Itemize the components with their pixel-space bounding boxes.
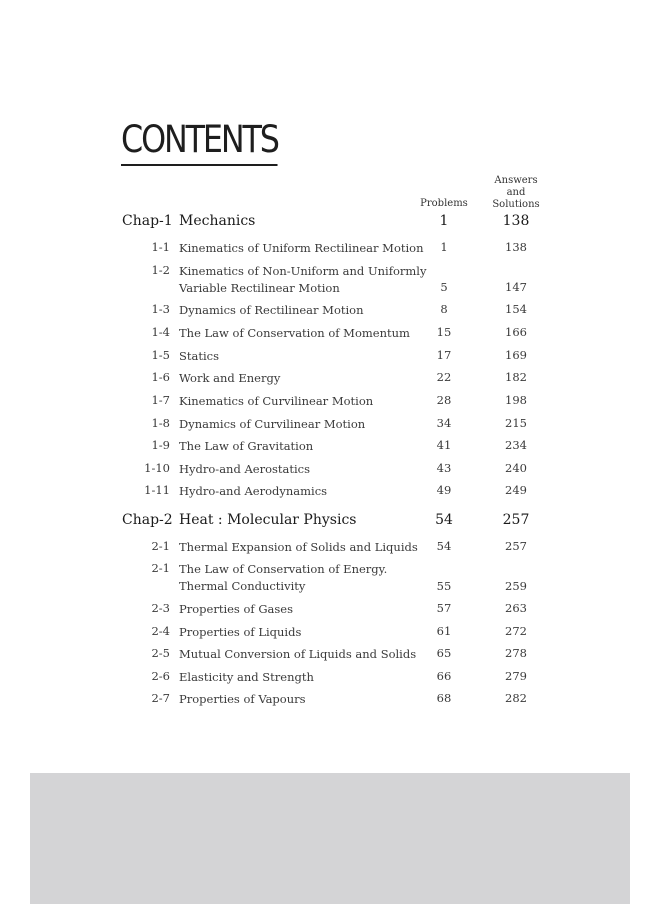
answers-page: 272 <box>505 624 527 638</box>
section-number: 1-4 <box>151 325 170 339</box>
answers-page: 169 <box>505 348 527 362</box>
answers-page: 147 <box>505 280 527 294</box>
section-title: Kinematics of Uniform Rectilinear Motion <box>179 241 424 255</box>
section-title: Dynamics of Rectilinear Motion <box>179 303 364 317</box>
section-number: 2-7 <box>151 691 170 705</box>
answers-page: 282 <box>505 691 527 705</box>
section-title: Properties of Gases <box>179 602 293 616</box>
chapter-title: Heat : Molecular Physics <box>179 512 357 528</box>
section-number: 1-3 <box>151 302 170 316</box>
answers-page: 240 <box>505 461 527 475</box>
section-title: Work and Energy <box>179 371 281 385</box>
answers-header-line: Answers <box>494 175 538 186</box>
section-title: Statics <box>179 349 219 363</box>
chapter-problems-page: 54 <box>435 512 453 528</box>
answers-page: 198 <box>505 393 527 407</box>
section-number: 1-6 <box>151 370 170 384</box>
answers-page: 249 <box>505 483 527 497</box>
answers-page: 182 <box>505 370 527 384</box>
section-number: 2-3 <box>151 601 170 615</box>
problems-page: 43 <box>436 461 452 475</box>
section-title: Thermal Expansion of Solids and Liquids <box>179 540 418 554</box>
section-title: Hydro-and Aerodynamics <box>179 484 328 498</box>
section-title-line: Kinematics of Non-Uniform and Uniformly <box>179 264 427 278</box>
problems-page: 28 <box>436 393 452 407</box>
problems-page: 61 <box>436 624 452 638</box>
answers-header-line: Solutions <box>492 199 540 210</box>
answers-column-header <box>486 175 546 211</box>
problems-page: 66 <box>436 669 452 683</box>
section-title: Hydro-and Aerostatics <box>179 462 311 476</box>
answers-page: 257 <box>505 539 527 553</box>
footer-band <box>30 773 630 904</box>
section-title <box>179 263 426 297</box>
answers-page: 234 <box>505 438 527 452</box>
section-title-line: Thermal Conductivity <box>179 579 306 593</box>
problems-page: 8 <box>440 302 448 316</box>
problems-page: 49 <box>436 483 452 497</box>
section-number: 1-8 <box>151 416 170 430</box>
section-title-line: The Law of Conservation of Energy. <box>179 562 388 576</box>
chapter-answers-page: 257 <box>502 512 530 528</box>
chapter-title: Mechanics <box>179 213 256 229</box>
section-title: The Law of Gravitation <box>179 439 314 453</box>
section-number: 1-2 <box>151 263 170 277</box>
section-number: 2-5 <box>151 646 170 660</box>
answers-page: 215 <box>505 416 527 430</box>
problems-page: 55 <box>436 579 452 593</box>
section-number: 1-5 <box>151 348 170 362</box>
section-number: 1-7 <box>151 393 170 407</box>
problems-page: 34 <box>436 416 452 430</box>
section-title: Properties of Vapours <box>179 692 306 706</box>
section-title: The Law of Conservation of Momentum <box>179 326 410 340</box>
answers-page: 259 <box>505 579 527 593</box>
section-number: 1-1 <box>151 240 170 254</box>
answers-header-line: and <box>506 187 526 198</box>
section-title: Properties of Liquids <box>179 625 302 639</box>
section-title: Mutual Conversion of Liquids and Solids <box>179 647 417 661</box>
problems-page: 57 <box>436 601 452 615</box>
section-title: Kinematics of Curvilinear Motion <box>179 394 374 408</box>
problems-page: 22 <box>436 370 452 384</box>
section-number: 2-1 <box>151 561 170 575</box>
section-title <box>179 561 387 595</box>
problems-page: 1 <box>440 240 448 254</box>
chapter-number: Chap-2 <box>122 512 173 528</box>
problems-page: 41 <box>436 438 452 452</box>
problems-page: 15 <box>436 325 452 339</box>
chapter-answers-page: 138 <box>502 213 530 229</box>
section-number: 1-11 <box>144 483 170 497</box>
answers-page: 279 <box>505 669 527 683</box>
section-title: Dynamics of Curvilinear Motion <box>179 417 366 431</box>
problems-page: 68 <box>436 691 452 705</box>
chapter-problems-page: 1 <box>439 213 449 229</box>
section-number: 1-9 <box>151 438 170 452</box>
problems-page: 5 <box>440 280 448 294</box>
section-number: 2-1 <box>151 539 170 553</box>
page-title: CONTENTS <box>121 118 278 166</box>
answers-page: 278 <box>505 646 527 660</box>
answers-page: 166 <box>505 325 527 339</box>
section-title: Elasticity and Strength <box>179 670 314 684</box>
section-number: 2-4 <box>151 624 170 638</box>
problems-column-header: Problems <box>420 198 468 209</box>
section-number: 1-10 <box>144 461 170 475</box>
chapter-number: Chap-1 <box>122 213 173 229</box>
problems-page: 17 <box>436 348 452 362</box>
answers-page: 138 <box>505 240 527 254</box>
answers-page: 263 <box>505 601 527 615</box>
section-number: 2-6 <box>151 669 170 683</box>
answers-page: 154 <box>505 302 527 316</box>
section-title-line: Variable Rectilinear Motion <box>179 281 340 295</box>
problems-page: 65 <box>436 646 452 660</box>
problems-page: 54 <box>436 539 452 553</box>
